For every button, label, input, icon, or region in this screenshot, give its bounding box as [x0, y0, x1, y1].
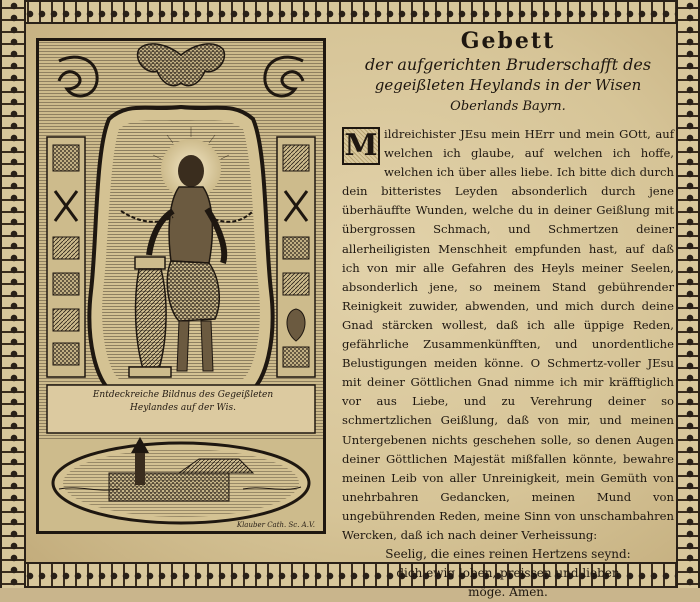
- closing-line-1: Seelig, die eines reinen Hertzens seynd:: [385, 547, 631, 562]
- ornamental-border-left: [0, 0, 26, 588]
- subtitle-line-3: Oberlands Bayrn.: [450, 99, 566, 114]
- dropcap-initial: M: [342, 127, 380, 165]
- devotional-engraving: [36, 38, 326, 534]
- closing-line-3: möge. Amen.: [468, 585, 548, 600]
- document-title: Gebett: [460, 28, 556, 54]
- subtitle-line-2: gegeißleten Heylands in der Wisen: [374, 76, 642, 94]
- engraving-illustration: [39, 41, 323, 531]
- engraving-caption: [85, 381, 281, 429]
- prayer-column: [342, 26, 674, 600]
- caption-line-1: Entdeckreiche Bildnus des Gegeißleten: [92, 390, 274, 400]
- ornamental-border-right: [676, 0, 700, 588]
- prayer-text: [342, 125, 674, 545]
- engraver-signature: Klauber Cath. Sc. A.V.: [236, 521, 315, 529]
- ornamental-border-top: [0, 0, 700, 24]
- side-panel-right: [277, 137, 315, 377]
- side-panel-left: [47, 137, 85, 377]
- closing-line-2: dich ewig loben, preissen und lieben: [396, 566, 620, 581]
- subtitle-line-1: der aufgerichten Bruderschafft des: [364, 55, 652, 74]
- prayer-body: ildreichister JEsu mein HErr und mein GOtt, auf welchen ich glaube, auf welchen ich hoffe, welchen ich über alles liebe. Ich bitte dich durch dein bitteristes Leyden absonderlich durch jene überhäuffte Wunden, welche du in deiner Geißlung mit übergrossen Schmach, und Schmertzen deiner allerheiligisten Menschheit empfunden hast, auf daß ich von mir alle Gefahren des Heyls meiner Seelen, absonderlich jene, so meinem Stand gebührender Reinigkeit zuwider, abwenden, und mich durch deine Gnad stärcken wollest, daß ich alle üppige Reden, gefährliche Zusammenkünfften, und unordentliche Belustigungen meiden könne. O Schmertz-voller JEsu mit deiner Göttlichen Gnad nimme ich mir kräfftiglich vor aus Liebe, und zu Verehrung deiner so schmertzlichen Geißlung, daß von mir, und meinen Untergebenen nichts geschehen solle, so denen Augen deiner Göttlichen Majestät mißfallen könnte, bewahre meinen Leib von aller Unreinigkeit, mein Gemüth von unehrbahren Gedancken, meinen Mund von ungebührenden Reden, meine Sinn von unschambahren Wercken, daß ich nach deiner Verheissung:: [342, 127, 674, 542]
- caption-line-2: Heylandes auf der Wis.: [130, 403, 236, 413]
- landscape-vignette: [53, 437, 309, 523]
